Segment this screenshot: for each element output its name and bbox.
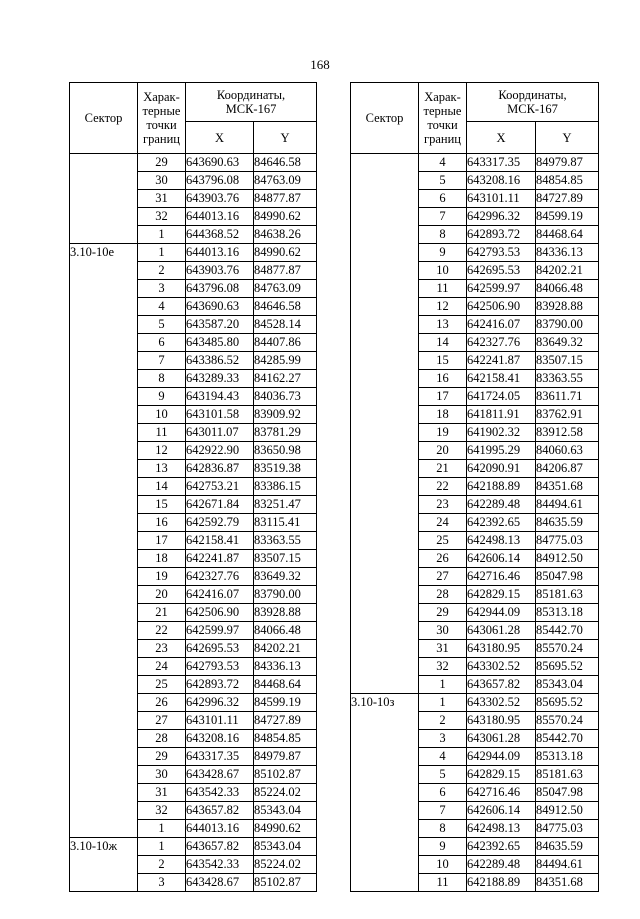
y-cell: 83519.38 — [254, 460, 317, 478]
sector-cell: 3.10-10ж — [70, 838, 138, 892]
x-cell: 643101.11 — [467, 190, 536, 208]
x-cell: 643903.76 — [186, 190, 254, 208]
y-cell: 84727.89 — [254, 712, 317, 730]
point-cell: 3 — [138, 874, 186, 892]
point-cell: 1 — [419, 694, 467, 712]
x-cell: 642392.65 — [467, 514, 536, 532]
point-cell: 21 — [138, 604, 186, 622]
point-cell: 1 — [419, 676, 467, 694]
x-cell: 641811.91 — [467, 406, 536, 424]
table-row — [351, 154, 599, 172]
x-cell: 643690.63 — [186, 298, 254, 316]
x-cell: 642671.84 — [186, 496, 254, 514]
x-cell: 643386.52 — [186, 352, 254, 370]
y-cell: 84599.19 — [254, 694, 317, 712]
x-cell: 642188.89 — [467, 874, 536, 892]
header-sector: Сектор — [351, 83, 419, 154]
y-cell: 84854.85 — [254, 730, 317, 748]
y-cell: 83650.98 — [254, 442, 317, 460]
x-cell: 643690.63 — [186, 154, 254, 172]
x-cell: 642289.48 — [467, 856, 536, 874]
y-cell: 85181.63 — [536, 766, 599, 784]
x-cell: 642090.91 — [467, 460, 536, 478]
y-cell: 84285.99 — [254, 352, 317, 370]
y-cell: 84990.62 — [254, 820, 317, 838]
y-cell: 84206.87 — [536, 460, 599, 478]
x-cell: 644013.16 — [186, 244, 254, 262]
point-cell: 8 — [419, 226, 467, 244]
point-cell: 10 — [419, 262, 467, 280]
x-cell: 643208.16 — [186, 730, 254, 748]
y-cell: 84979.87 — [536, 154, 599, 172]
y-cell: 85047.98 — [536, 784, 599, 802]
point-cell: 6 — [138, 334, 186, 352]
y-cell: 84494.61 — [536, 856, 599, 874]
x-cell: 643796.08 — [186, 172, 254, 190]
point-cell: 2 — [419, 712, 467, 730]
point-cell: 22 — [419, 478, 467, 496]
table-row — [70, 154, 317, 172]
x-cell: 643302.52 — [467, 658, 536, 676]
y-cell: 85570.24 — [536, 712, 599, 730]
x-cell: 642416.07 — [467, 316, 536, 334]
point-cell: 11 — [419, 280, 467, 298]
point-cell: 23 — [138, 640, 186, 658]
point-cell: 9 — [419, 838, 467, 856]
x-cell: 643657.82 — [186, 802, 254, 820]
y-cell: 84202.21 — [254, 640, 317, 658]
point-cell: 18 — [138, 550, 186, 568]
point-cell: 7 — [419, 802, 467, 820]
x-cell: 642893.72 — [467, 226, 536, 244]
point-cell: 30 — [419, 622, 467, 640]
x-cell: 643061.28 — [467, 730, 536, 748]
point-cell: 31 — [419, 640, 467, 658]
y-cell: 84336.13 — [254, 658, 317, 676]
y-cell: 83928.88 — [536, 298, 599, 316]
y-cell: 85343.04 — [536, 676, 599, 694]
x-cell: 642606.14 — [467, 802, 536, 820]
y-cell: 83507.15 — [536, 352, 599, 370]
x-cell: 642599.97 — [467, 280, 536, 298]
x-cell: 642793.53 — [467, 244, 536, 262]
x-cell: 643428.67 — [186, 766, 254, 784]
point-cell: 26 — [419, 550, 467, 568]
x-cell: 642893.72 — [186, 676, 254, 694]
y-cell: 84979.87 — [254, 748, 317, 766]
point-cell: 10 — [138, 406, 186, 424]
y-cell: 84877.87 — [254, 190, 317, 208]
point-cell: 17 — [138, 532, 186, 550]
y-cell: 84351.68 — [536, 874, 599, 892]
x-cell: 643317.35 — [186, 748, 254, 766]
x-cell: 641902.32 — [467, 424, 536, 442]
point-cell: 27 — [419, 568, 467, 586]
x-cell: 641995.29 — [467, 442, 536, 460]
x-cell: 643180.95 — [467, 712, 536, 730]
y-cell: 83790.00 — [536, 316, 599, 334]
point-cell: 18 — [419, 406, 467, 424]
y-cell: 85313.18 — [536, 604, 599, 622]
point-cell: 14 — [138, 478, 186, 496]
x-cell: 642498.13 — [467, 820, 536, 838]
point-cell: 9 — [138, 388, 186, 406]
x-cell: 643796.08 — [186, 280, 254, 298]
x-cell: 644013.16 — [186, 208, 254, 226]
y-cell: 85313.18 — [536, 748, 599, 766]
table-row — [70, 838, 317, 856]
y-cell: 85695.52 — [536, 694, 599, 712]
y-cell: 84066.48 — [536, 280, 599, 298]
x-cell: 642695.53 — [186, 640, 254, 658]
y-cell: 84763.09 — [254, 280, 317, 298]
point-cell: 29 — [138, 748, 186, 766]
x-cell: 642944.09 — [467, 604, 536, 622]
y-cell: 84775.03 — [536, 532, 599, 550]
x-cell: 643208.16 — [467, 172, 536, 190]
header-points: Харак- терные точки границ — [419, 83, 467, 154]
y-cell: 85695.52 — [536, 658, 599, 676]
y-cell: 84599.19 — [536, 208, 599, 226]
point-cell: 25 — [138, 676, 186, 694]
x-cell: 642599.97 — [186, 622, 254, 640]
x-cell: 642922.90 — [186, 442, 254, 460]
point-cell: 25 — [419, 532, 467, 550]
x-cell: 643194.43 — [186, 388, 254, 406]
point-cell: 1 — [138, 244, 186, 262]
point-cell: 6 — [419, 190, 467, 208]
y-cell: 85102.87 — [254, 766, 317, 784]
x-cell: 642753.21 — [186, 478, 254, 496]
y-cell: 83928.88 — [254, 604, 317, 622]
y-cell: 85570.24 — [536, 640, 599, 658]
y-cell: 84635.59 — [536, 514, 599, 532]
point-cell: 16 — [138, 514, 186, 532]
point-cell: 3 — [419, 730, 467, 748]
y-cell: 84202.21 — [536, 262, 599, 280]
sector-cell — [351, 154, 419, 694]
x-cell: 642606.14 — [467, 550, 536, 568]
y-cell: 84468.64 — [536, 226, 599, 244]
x-cell: 643657.82 — [467, 676, 536, 694]
x-cell: 642996.32 — [467, 208, 536, 226]
y-cell: 84990.62 — [254, 208, 317, 226]
x-cell: 642592.79 — [186, 514, 254, 532]
sector-cell: 3.10-10з — [351, 694, 419, 892]
point-cell: 21 — [419, 460, 467, 478]
y-cell: 84646.58 — [254, 154, 317, 172]
y-cell: 85102.87 — [254, 874, 317, 892]
point-cell: 6 — [419, 784, 467, 802]
point-cell: 31 — [138, 190, 186, 208]
y-cell: 84635.59 — [536, 838, 599, 856]
x-cell: 642836.87 — [186, 460, 254, 478]
sector-cell: 3.10-10е — [70, 244, 138, 838]
y-cell: 84066.48 — [254, 622, 317, 640]
x-cell: 642829.15 — [467, 766, 536, 784]
y-cell: 85224.02 — [254, 856, 317, 874]
y-cell: 84407.86 — [254, 334, 317, 352]
y-cell: 84336.13 — [536, 244, 599, 262]
x-cell: 642188.89 — [467, 478, 536, 496]
header-points: Харак- терные точки границ — [138, 83, 186, 154]
y-cell: 84646.58 — [254, 298, 317, 316]
x-cell: 642241.87 — [467, 352, 536, 370]
x-cell: 643485.80 — [186, 334, 254, 352]
y-cell: 84877.87 — [254, 262, 317, 280]
point-cell: 8 — [138, 370, 186, 388]
table-row — [70, 244, 317, 262]
y-cell: 83912.58 — [536, 424, 599, 442]
point-cell: 1 — [138, 226, 186, 244]
y-cell: 83363.55 — [536, 370, 599, 388]
x-cell: 643542.33 — [186, 784, 254, 802]
y-cell: 83251.47 — [254, 496, 317, 514]
x-cell: 643061.28 — [467, 622, 536, 640]
point-cell: 15 — [419, 352, 467, 370]
header-y: Y — [536, 122, 599, 154]
y-cell: 84528.14 — [254, 316, 317, 334]
y-cell: 83386.15 — [254, 478, 317, 496]
x-cell: 642327.76 — [467, 334, 536, 352]
point-cell: 2 — [138, 856, 186, 874]
x-cell: 643011.07 — [186, 424, 254, 442]
x-cell: 642793.53 — [186, 658, 254, 676]
point-cell: 29 — [138, 154, 186, 172]
point-cell: 15 — [138, 496, 186, 514]
point-cell: 30 — [138, 172, 186, 190]
x-cell: 644013.16 — [186, 820, 254, 838]
point-cell: 11 — [419, 874, 467, 892]
x-cell: 642996.32 — [186, 694, 254, 712]
x-cell: 642158.41 — [186, 532, 254, 550]
point-cell: 16 — [419, 370, 467, 388]
x-cell: 644368.52 — [186, 226, 254, 244]
header-coordinates: Координаты, МСК-167 — [186, 83, 317, 122]
y-cell: 85343.04 — [254, 802, 317, 820]
point-cell: 3 — [138, 280, 186, 298]
y-cell: 84638.26 — [254, 226, 317, 244]
y-cell: 84036.73 — [254, 388, 317, 406]
point-cell: 31 — [138, 784, 186, 802]
y-cell: 84727.89 — [536, 190, 599, 208]
y-cell: 83762.91 — [536, 406, 599, 424]
point-cell: 4 — [138, 298, 186, 316]
point-cell: 9 — [419, 244, 467, 262]
header-sector: Сектор — [70, 83, 138, 154]
point-cell: 17 — [419, 388, 467, 406]
point-cell: 32 — [419, 658, 467, 676]
x-cell: 643903.76 — [186, 262, 254, 280]
sector-cell — [70, 154, 138, 244]
x-cell: 642695.53 — [467, 262, 536, 280]
y-cell: 83507.15 — [254, 550, 317, 568]
y-cell: 83115.41 — [254, 514, 317, 532]
table-row — [351, 694, 599, 712]
x-cell: 643101.58 — [186, 406, 254, 424]
x-cell: 642392.65 — [467, 838, 536, 856]
point-cell: 32 — [138, 208, 186, 226]
point-cell: 28 — [419, 586, 467, 604]
header-x: X — [186, 122, 254, 154]
point-cell: 20 — [138, 586, 186, 604]
point-cell: 4 — [419, 748, 467, 766]
point-cell: 2 — [138, 262, 186, 280]
y-cell: 84763.09 — [254, 172, 317, 190]
point-cell: 4 — [419, 154, 467, 172]
y-cell: 83909.92 — [254, 406, 317, 424]
point-cell: 28 — [138, 730, 186, 748]
x-cell: 643542.33 — [186, 856, 254, 874]
point-cell: 10 — [419, 856, 467, 874]
point-cell: 24 — [138, 658, 186, 676]
y-cell: 84854.85 — [536, 172, 599, 190]
point-cell: 29 — [419, 604, 467, 622]
point-cell: 5 — [419, 766, 467, 784]
x-cell: 642716.46 — [467, 568, 536, 586]
y-cell: 84494.61 — [536, 496, 599, 514]
y-cell: 83649.32 — [536, 334, 599, 352]
y-cell: 85343.04 — [254, 838, 317, 856]
x-cell: 642716.46 — [467, 784, 536, 802]
x-cell: 642158.41 — [467, 370, 536, 388]
y-cell: 84468.64 — [254, 676, 317, 694]
point-cell: 5 — [419, 172, 467, 190]
point-cell: 11 — [138, 424, 186, 442]
x-cell: 642289.48 — [467, 496, 536, 514]
y-cell: 84912.50 — [536, 802, 599, 820]
point-cell: 13 — [419, 316, 467, 334]
x-cell: 642327.76 — [186, 568, 254, 586]
y-cell: 85442.70 — [536, 730, 599, 748]
x-cell: 642416.07 — [186, 586, 254, 604]
y-cell: 85442.70 — [536, 622, 599, 640]
point-cell: 27 — [138, 712, 186, 730]
y-cell: 84990.62 — [254, 244, 317, 262]
point-cell: 24 — [419, 514, 467, 532]
point-cell: 32 — [138, 802, 186, 820]
y-cell: 84912.50 — [536, 550, 599, 568]
y-cell: 83363.55 — [254, 532, 317, 550]
y-cell: 83611.71 — [536, 388, 599, 406]
x-cell: 643101.11 — [186, 712, 254, 730]
y-cell: 83781.29 — [254, 424, 317, 442]
coordinates-table-left — [69, 82, 317, 892]
coordinates-table-right — [350, 82, 599, 892]
x-cell: 643317.35 — [467, 154, 536, 172]
point-cell: 26 — [138, 694, 186, 712]
point-cell: 19 — [419, 424, 467, 442]
point-cell: 20 — [419, 442, 467, 460]
x-cell: 643657.82 — [186, 838, 254, 856]
header-coordinates: Координаты, МСК-167 — [467, 83, 599, 122]
point-cell: 8 — [419, 820, 467, 838]
y-cell: 85181.63 — [536, 586, 599, 604]
point-cell: 7 — [138, 352, 186, 370]
point-cell: 19 — [138, 568, 186, 586]
y-cell: 83790.00 — [254, 586, 317, 604]
y-cell: 84775.03 — [536, 820, 599, 838]
header-x: X — [467, 122, 536, 154]
point-cell: 1 — [138, 838, 186, 856]
x-cell: 642944.09 — [467, 748, 536, 766]
x-cell: 643289.33 — [186, 370, 254, 388]
y-cell: 85224.02 — [254, 784, 317, 802]
x-cell: 643180.95 — [467, 640, 536, 658]
y-cell: 84060.63 — [536, 442, 599, 460]
point-cell: 14 — [419, 334, 467, 352]
x-cell: 643428.67 — [186, 874, 254, 892]
point-cell: 13 — [138, 460, 186, 478]
x-cell: 642506.90 — [186, 604, 254, 622]
x-cell: 642829.15 — [467, 586, 536, 604]
point-cell: 12 — [138, 442, 186, 460]
y-cell: 83649.32 — [254, 568, 317, 586]
page-number: 168 — [310, 57, 330, 72]
y-cell: 85047.98 — [536, 568, 599, 586]
x-cell: 642241.87 — [186, 550, 254, 568]
header-y: Y — [254, 122, 317, 154]
point-cell: 22 — [138, 622, 186, 640]
point-cell: 5 — [138, 316, 186, 334]
y-cell: 84162.27 — [254, 370, 317, 388]
point-cell: 23 — [419, 496, 467, 514]
point-cell: 30 — [138, 766, 186, 784]
point-cell: 1 — [138, 820, 186, 838]
point-cell: 7 — [419, 208, 467, 226]
y-cell: 84351.68 — [536, 478, 599, 496]
x-cell: 643587.20 — [186, 316, 254, 334]
x-cell: 642498.13 — [467, 532, 536, 550]
point-cell: 12 — [419, 298, 467, 316]
x-cell: 641724.05 — [467, 388, 536, 406]
x-cell: 643302.52 — [467, 694, 536, 712]
x-cell: 642506.90 — [467, 298, 536, 316]
